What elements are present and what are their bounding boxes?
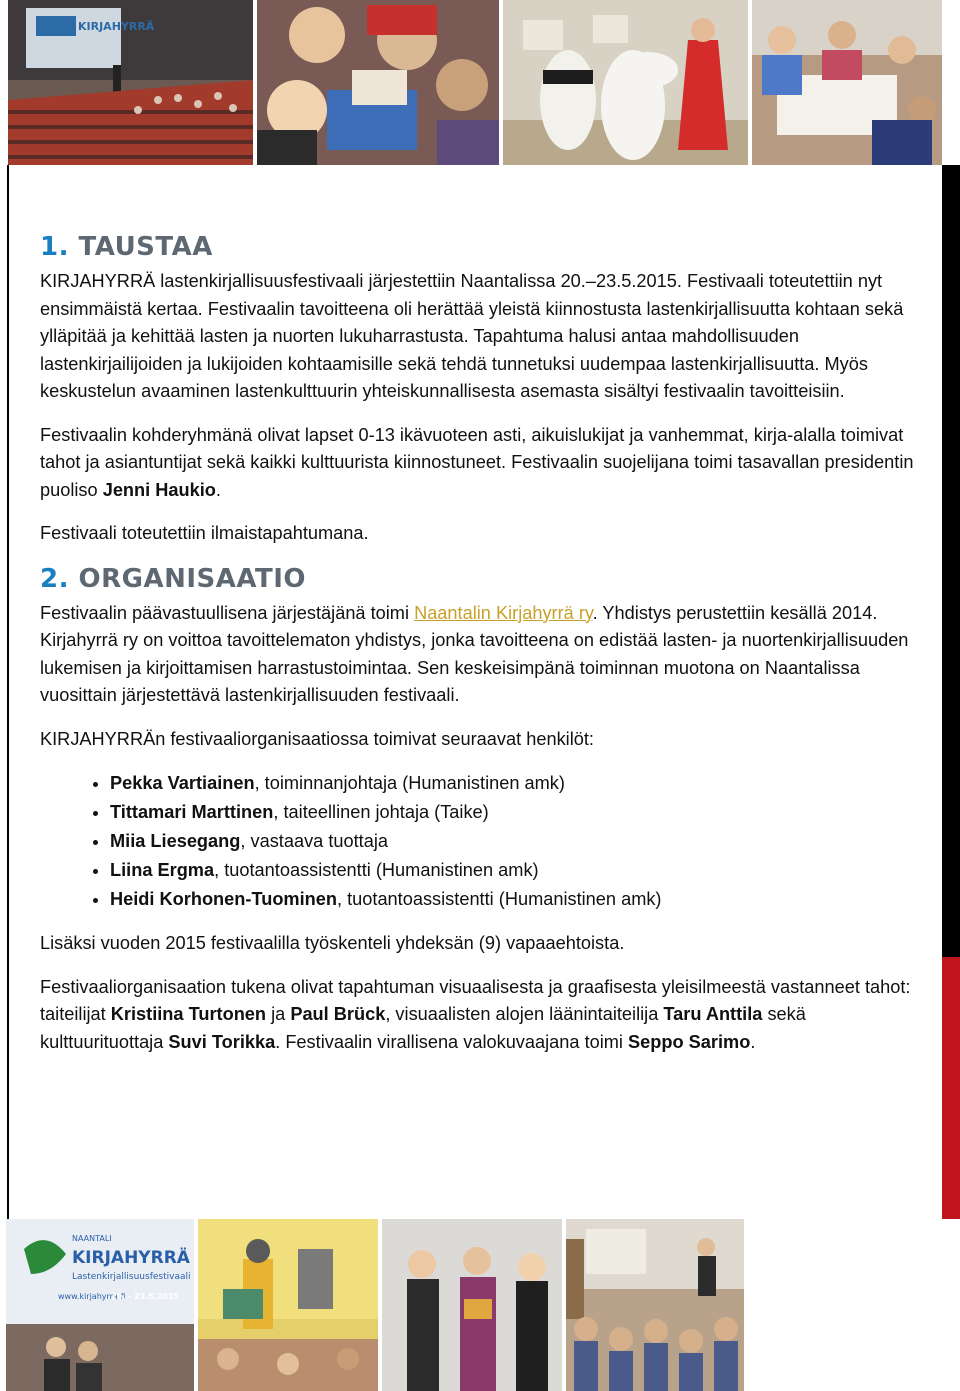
person-name: Pekka Vartiainen: [110, 773, 255, 793]
people-list: [40, 769, 920, 914]
paragraph-volunteers: Lisäksi vuoden 2015 festivaalilla työskenteli yhdeksän (9) vapaaehtoista.: [40, 933, 625, 953]
list-item: [110, 798, 920, 827]
list-item: [110, 769, 920, 798]
logo-date-text: 20. - 23.5.2015: [111, 1292, 180, 1301]
logo-title-text: KIRJAHYRRÄ: [72, 1248, 190, 1268]
photo-workshop: [752, 0, 942, 165]
person-name: Tittamari Marttinen: [110, 802, 274, 822]
list-item: [110, 827, 920, 856]
photo-award-women: [382, 1219, 562, 1391]
paragraph-target-groups: [40, 422, 920, 505]
bold-name: Paul Brück: [290, 1004, 386, 1024]
photo-presenter-crowd: [566, 1219, 744, 1391]
text-run: . Festivaalin virallisena valokuvaajana toimi: [275, 1031, 629, 1052]
organizer-link[interactable]: Naantalin Kirjahyrrä ry: [414, 602, 593, 623]
section-heading-organisaatio: [40, 564, 920, 594]
person-role: , tuotantoassistentti (Humanistinen amk): [337, 889, 662, 909]
document-body: [40, 232, 920, 1072]
left-edge-rule: [7, 165, 9, 1219]
list-item: [110, 856, 920, 885]
bold-name: Suvi Torikka: [168, 1031, 276, 1052]
text-run: ja: [266, 1004, 291, 1024]
logo-url-text: www.kirjahyrra.fi: [58, 1292, 126, 1301]
photo-children-reading: [257, 0, 499, 165]
section-number: 1.: [40, 232, 69, 262]
top-photo-strip: [0, 0, 960, 165]
photo-festival-logo-stage: [6, 1219, 194, 1391]
bold-name: Jenni Haukio: [102, 479, 216, 500]
list-item: [110, 885, 920, 914]
text-run: Festivaalin kohderyhmänä olivat lapset 0-13 ikävuoteen asti, aikuislukijat ja vanhemmat, kirja-alalla toimivat tahot ja asiantuntijat sekä kaikki kulttuurista kiinnostuneet. Festivaalin suojelijana toimi tasavallan presidentin puoliso: [40, 424, 914, 500]
text-run: .: [750, 1031, 756, 1052]
section-number: 2.: [40, 563, 69, 594]
photo-auditorium: [8, 0, 253, 165]
right-edge-bar-red: [942, 957, 960, 1219]
paragraph-support: [40, 974, 920, 1057]
text-run: sekä kulttuurituottaja: [40, 1004, 806, 1052]
logo-sub-text: Lastenkirjallisuusfestivaali: [72, 1272, 191, 1282]
section-title: ORGANISAATIO: [78, 563, 307, 594]
person-name: Miia Liesegang: [110, 831, 241, 851]
photo-moomin-characters: [503, 0, 748, 165]
text-run: Festivaalin päävastuullisena järjestäjänä toimi: [40, 602, 415, 623]
bold-name: Taru Anttila: [663, 1004, 763, 1024]
person-role: , taiteellinen johtaja (Taike): [273, 802, 489, 822]
text-run: , visuaalisten alojen läänintaiteilija: [385, 1004, 664, 1024]
bottom-photo-strip: [0, 1219, 960, 1391]
person-role: , toiminnanjohtaja (Humanistinen amk): [254, 773, 565, 793]
person-name: Heidi Korhonen-Tuominen: [110, 889, 337, 909]
text-run: . Yhdistys perustettiin kesällä 2014. Kirjahyrrä ry on voittoa tavoittelematon yhdistys, jonka tavoitteena on edistää lasten- ja nuortenkirjallisuuden lukemisen ja kirjoittamisen harrastustoimintaa. Sen keskeisimpänä toiminnan muotona on Naantalissa vuosittain järjestettävä lastenkirjallisuuden festivaali.: [40, 602, 909, 705]
section-heading-taustaa: [40, 232, 920, 262]
auditorium-screen-logo: KIRJAHYRRÄ: [78, 20, 155, 33]
section-title: TAUSTAA: [78, 232, 213, 262]
bold-name: Seppo Sarimo: [628, 1031, 751, 1052]
paragraph-free-event: Festivaali toteutettiin ilmaistapahtumana.: [40, 523, 369, 543]
photo-puppet-show: [198, 1219, 378, 1391]
right-edge-bar-black: [942, 165, 960, 957]
text-run: .: [215, 479, 221, 500]
person-name: Liina Ergma: [110, 860, 215, 880]
paragraph-background: KIRJAHYRRÄ lastenkirjallisuusfestivaali järjestettiin Naantalissa 20.–23.5.2015. Festivaali toteutettiin nyt ensimmäistä kertaa. Festivaalin tavoitteena oli herättää yleistä kiinnostusta lastenkirjallisuutta kohtaan sekä ylläpitää ja kehittää lasten ja nuorten lukuharrastusta. Tapahtuma halusi antaa mahdollisuuden lastenkirjailijoiden ja lukijoiden kohtaamisille sekä tehdä tunnetuksi uudempaa lastenkirjallisuutta. Myös keskustelun avaaminen lastenkulttuurin yhteiskunnallisesta asemasta sisältyi festivaalin tavoitteisiin.: [40, 271, 904, 401]
paragraph-organizer: [40, 600, 920, 710]
paragraph-people-intro: KIRJAHYRRÄn festivaaliorganisaatiossa toimivat seuraavat henkilöt:: [40, 728, 594, 749]
bold-name: Kristiina Turtonen: [110, 1004, 267, 1024]
person-role: , tuotantoassistentti (Humanistinen amk): [214, 860, 539, 880]
person-role: , vastaava tuottaja: [240, 831, 389, 851]
logo-small-text: NAANTALI: [72, 1234, 112, 1243]
text-run: Festivaaliorganisaation tukena olivat tapahtuman visuaalisesta ja graafisesta yleisilmeestä vastanneet tahot: taiteilijat: [40, 976, 911, 1024]
